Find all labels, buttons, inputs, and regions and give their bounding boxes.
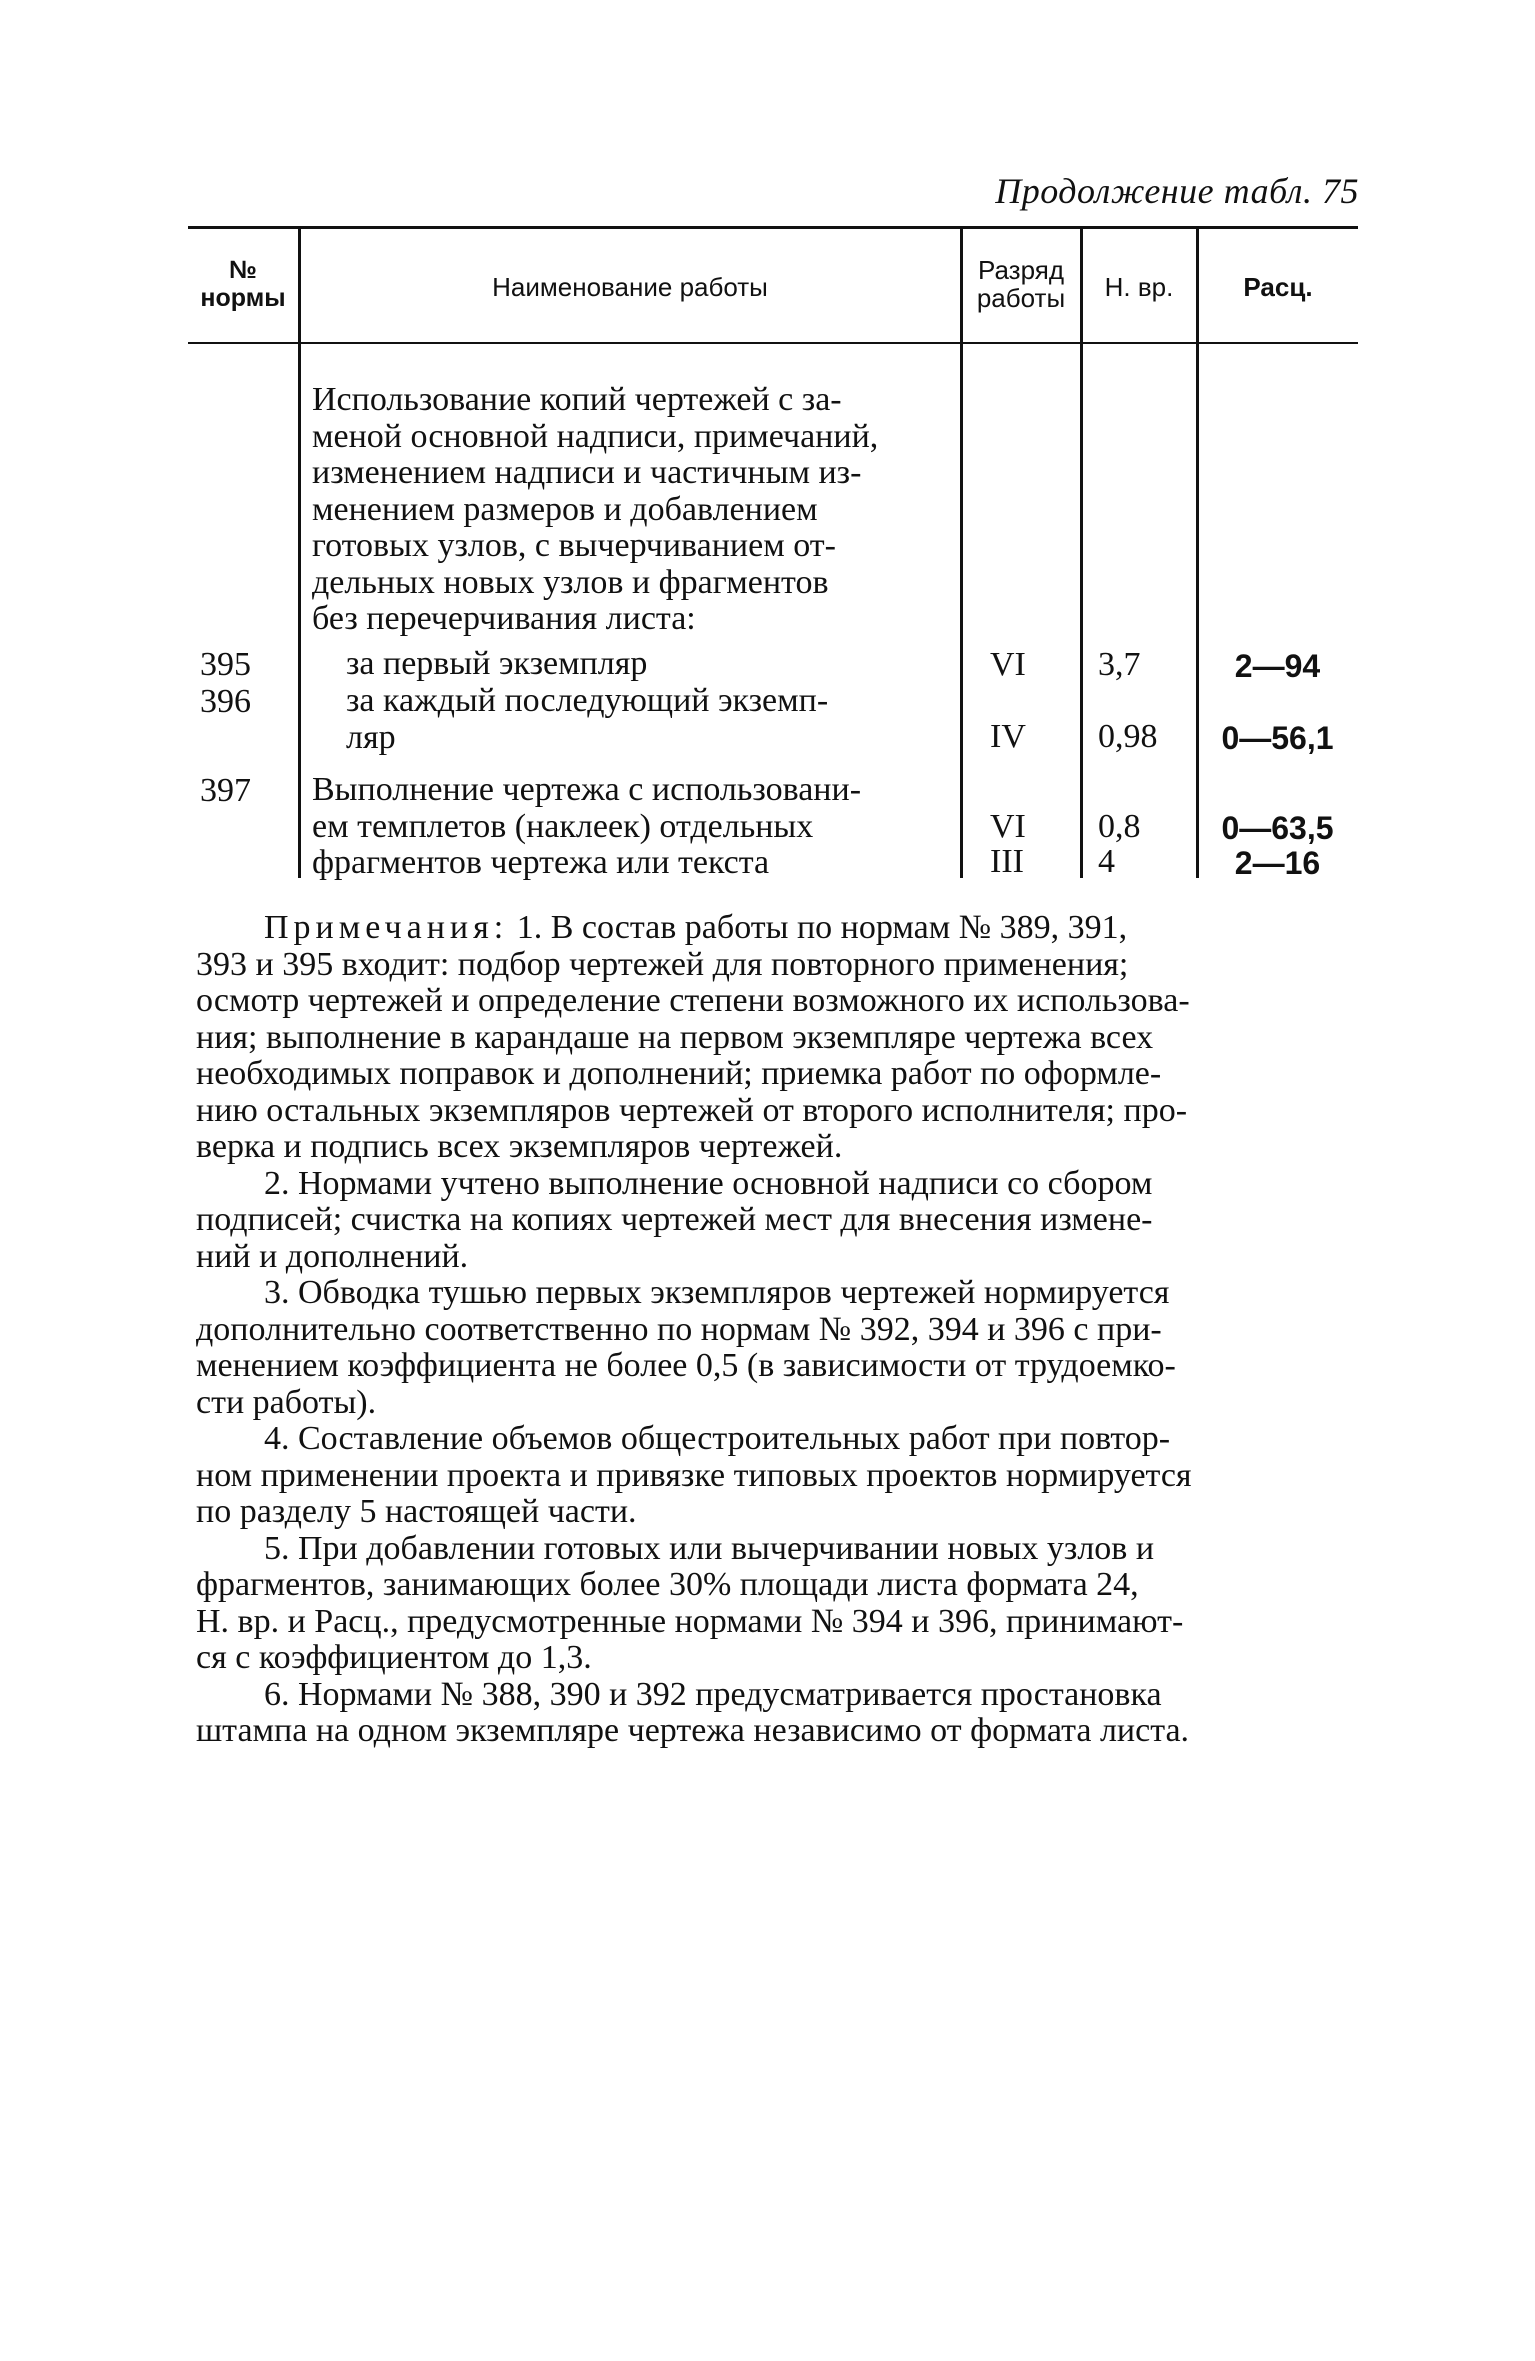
header-no-label: нормы	[200, 284, 286, 312]
row-396-no: 396	[200, 683, 251, 720]
row-395-desc	[346, 646, 957, 683]
intro-line: изменением надписи и частичным из-	[312, 454, 862, 491]
intro-line: готовых узлов, с вычерчиванием от-	[312, 527, 836, 564]
note-6: 6. Нормами № 388, 390 и 392 предусматривается простановка	[264, 1675, 1162, 1713]
note-line: менением коэффициента не более 0,5 (в зависимости от трудоемко-	[196, 1347, 1176, 1384]
header-name: Наименование работы	[492, 272, 768, 302]
row-396-line: ляр	[346, 718, 396, 756]
note-line: подписей; счистка на копиях чертежей мест для внесения измене-	[196, 1201, 1153, 1238]
header-norm-time: Н. вр.	[1104, 272, 1174, 302]
intro-line: менением размеров и добавлением	[312, 490, 818, 528]
row-397-time: 0,8	[1098, 808, 1141, 845]
col-separator-1	[298, 228, 301, 878]
note-3: 3. Обводка тушью первых экземпляров чертежей нормируется	[264, 1274, 1170, 1311]
row-397-time-2: 4	[1098, 843, 1115, 880]
row-395-rank: VI	[990, 646, 1026, 683]
note-line: нию остальных экземпляров чертежей от второго исполнителя; про-	[196, 1091, 1188, 1129]
row-397-line: ем темплетов (наклеек) отдельных	[312, 807, 814, 845]
row-397-rank-2: III	[990, 843, 1024, 880]
note-line: Н. вр. и Расц., предусмотренные нормами № 394 и 396, принимают-	[196, 1602, 1184, 1640]
intro-line: без перечерчивания листа:	[312, 600, 696, 637]
header-rank-line1: Разряд	[978, 255, 1064, 285]
intro-text	[312, 382, 957, 638]
header-rate: Расц.	[1243, 272, 1313, 302]
table-header-rule	[188, 342, 1358, 344]
notes-block	[196, 910, 1359, 1750]
intro-line: меной основной надписи, примечаний,	[312, 417, 879, 455]
row-395-line: за первый экземпляр	[346, 645, 648, 682]
header-no	[188, 256, 298, 312]
row-397-desc	[312, 772, 957, 882]
table-top-rule	[188, 226, 1358, 229]
note-4: 4. Составление объемов общестроительных работ при повтор-	[264, 1420, 1171, 1457]
row-397-no: 397	[200, 772, 251, 809]
intro-line: дельных новых узлов и фрагментов	[312, 563, 829, 601]
notes-label: Примечания:	[264, 909, 509, 946]
note-line: ния; выполнение в карандаше на первом экземпляре чертежа всех	[196, 1018, 1154, 1056]
row-395-no: 395	[200, 646, 251, 683]
note-line: дополнительно соответственно по нормам № 392, 394 и 396 с при-	[196, 1310, 1162, 1348]
header-rank	[962, 256, 1080, 312]
note-line: необходимых поправок и дополнений; приемка работ по оформле-	[196, 1055, 1162, 1092]
note-line: 1. В состав работы по нормам № 389, 391,	[516, 909, 1128, 946]
note-line: ний и дополнений.	[196, 1237, 469, 1275]
note-2: 2. Нормами учтено выполнение основной надписи со сбором	[264, 1164, 1153, 1202]
row-397-rate: 0—63,5	[1221, 810, 1334, 846]
row-396-time: 0,98	[1098, 718, 1158, 755]
col-separator-2	[960, 228, 963, 878]
col-separator-4	[1196, 228, 1199, 878]
row-396-rank: IV	[990, 718, 1026, 755]
row-395-time: 3,7	[1098, 646, 1141, 683]
note-line: ном применении проекта и привязке типовых проектов нормируется	[196, 1456, 1192, 1494]
note-line: штампа на одном экземпляре чертежа независимо от формата листа.	[196, 1712, 1190, 1749]
header-rank-line2: работы	[976, 283, 1066, 313]
continuation-title: Продолжение табл. 75	[995, 171, 1359, 211]
row-397-rank: VI	[990, 808, 1026, 845]
note-1	[196, 910, 1359, 947]
row-397-line: Выполнение чертежа с использовани-	[312, 771, 862, 808]
note-5: 5. При добавлении готовых или вычерчивании новых узлов и	[264, 1529, 1155, 1567]
row-396-desc	[346, 683, 957, 756]
note-line: фрагментов, занимающих более 30% площади листа формата 24,	[196, 1566, 1139, 1603]
intro-line: Использование копий чертежей с за-	[312, 381, 842, 418]
note-line: верка и подпись всех экземпляров чертежей.	[196, 1128, 843, 1165]
header-no-symbol: №	[229, 256, 257, 284]
row-397-rate-2: 2—16	[1234, 845, 1321, 881]
row-397-line: фрагментов чертежа или текста	[312, 844, 770, 881]
note-line: осмотр чертежей и определение степени возможного их использова-	[196, 982, 1190, 1019]
row-396-line: за каждый последующий экземп-	[346, 682, 829, 719]
note-line: сти работы).	[196, 1383, 377, 1421]
row-396-rate: 0—56,1	[1221, 720, 1334, 756]
row-395-rate: 2—94	[1234, 648, 1321, 684]
note-line: по разделу 5 настоящей части.	[196, 1493, 637, 1530]
note-line: ся с коэффициентом до 1,3.	[196, 1639, 592, 1676]
col-separator-3	[1080, 228, 1083, 878]
note-line: 393 и 395 входит: подбор чертежей для повторного применения;	[196, 945, 1129, 983]
